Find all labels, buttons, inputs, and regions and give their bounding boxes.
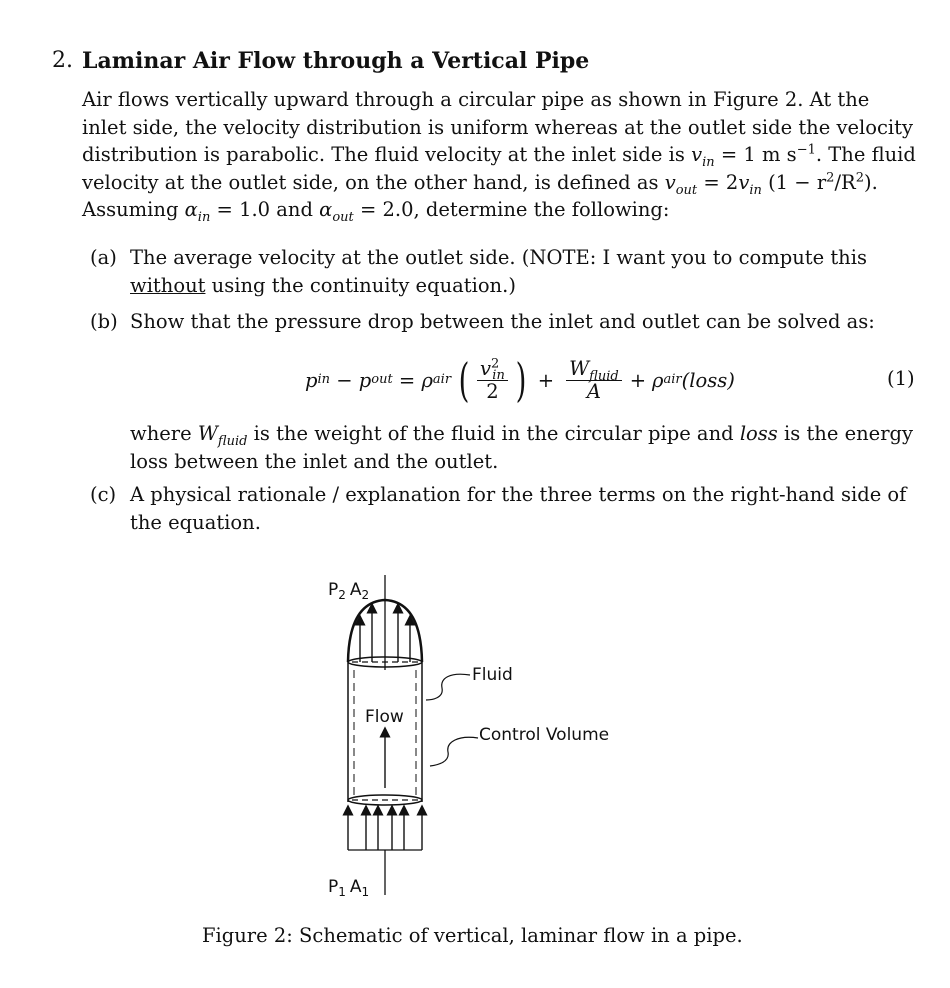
part-a-text (130, 244, 918, 299)
part-c-line-1: A physical rationale / explanation for the three terms on the right-hand side of (130, 483, 907, 506)
fluid-label: Fluid (472, 665, 513, 685)
control-volume-leader (430, 737, 478, 766)
part-b-where-line-2: loss between the inlet and the outlet. (130, 449, 499, 473)
pressure-drop-equation: p in − p out = ρ air ( $\frac{v^2_{in}}{2}$ ) + $\frac{W_{fluid}}{A}$ + ρ air (loss) (305, 353, 735, 407)
question-title: Laminar Air Flow through a Vertical Pipe (82, 48, 590, 74)
part-c-label: (c) (90, 483, 117, 506)
intro-line-5: Assuming $\alpha_{in} = 1.0$ and $\alpha_{out} = 2.0$, determine the following: (82, 198, 670, 225)
weight-fraction: $\frac{W_{fluid}}{A}$ (566, 358, 622, 403)
part-a-line-2: without using the continuity equation.) (130, 273, 516, 297)
figure-caption: Figure 2: Schematic of vertical, laminar flow in a pipe. (202, 924, 743, 947)
intro-line-3: distribution is parabolic. The fluid velocity at the inlet side is $v_{in} = 1$ m $s^{-1}$. The fluid (82, 142, 916, 170)
flow-label: Flow (365, 707, 404, 727)
question-number: 2. (52, 48, 73, 73)
part-b-text: Show that the pressure drop between the inlet and outlet can be solved as: (130, 310, 875, 333)
intro-line-1: Air flows vertically upward through a circular pipe as shown in Figure 2. At the (82, 88, 870, 111)
part-b-label: (b) (90, 310, 118, 333)
equation-number: (1) (887, 367, 915, 390)
part-c-text (130, 481, 918, 536)
part-b-where-line-1: where $W_{fluid}$ is the weight of the fluid in the circular pipe and loss is the energy (130, 422, 914, 449)
intro-line-4: velocity at the outlet side, on the other hand, is defined as $v_{out} = 2v_{in}$ $(1 - r^2/R^2)$. (82, 170, 878, 198)
part-a-label: (a) (90, 246, 117, 269)
intro-line-2: inlet side, the velocity distribution is uniform whereas at the outlet side the velocity (82, 115, 914, 139)
velocity-head-fraction: $\frac{v^2_{in}}{2}$ (477, 358, 508, 403)
control-volume-label: Control Volume (479, 725, 610, 745)
part-c-line-2: the equation. (130, 510, 261, 534)
part-a-line-1: The average velocity at the outlet side. (NOTE: I want you to compute this (130, 246, 867, 269)
inlet-velocity-arrows (348, 810, 422, 850)
fluid-leader (426, 674, 470, 700)
part-b-where (130, 420, 918, 475)
problem-statement (82, 86, 918, 224)
outlet-pressure-area-label: $P_2$ $A_2$ (328, 580, 370, 602)
inlet-pressure-area-label: $P_1$ $A_1$ (328, 877, 370, 899)
pipe-schematic (300, 560, 640, 900)
